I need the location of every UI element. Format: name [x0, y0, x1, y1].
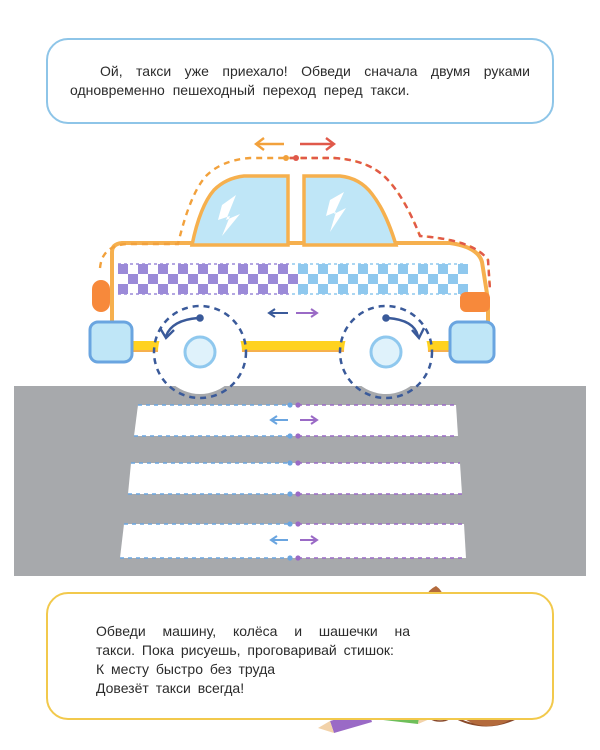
checker-square	[458, 264, 468, 274]
crosswalk-stripe	[120, 524, 466, 558]
checker-square	[318, 264, 328, 274]
bottom-instruction-line-2: такси. Пока рисуешь, проговаривай стишок:	[96, 642, 394, 658]
checker-square	[408, 274, 418, 284]
checker-square	[158, 264, 168, 274]
checker-square	[368, 274, 378, 284]
checker-square	[178, 284, 188, 294]
checker-square	[148, 274, 158, 284]
checker-square	[198, 264, 208, 274]
checker-square	[118, 284, 128, 294]
checker-square	[338, 284, 348, 294]
taxi-car	[90, 138, 494, 398]
checker-square	[378, 264, 388, 274]
rhyme-line-2: Довезёт такси всегда!	[96, 680, 245, 696]
checker-square	[138, 264, 148, 274]
right-window	[304, 176, 396, 245]
bottom-instruction-line-1: Обведи машину, колёса и шашечки на	[96, 623, 410, 639]
checker-square	[298, 264, 308, 274]
top-instruction-box	[46, 38, 554, 124]
checker-square	[418, 284, 428, 294]
crosswalk	[120, 402, 466, 560]
top-instruction-text: Ой, такси уже приехало! Обведи сначала двумя руками одновременно пешеходный переход перед такси.	[70, 63, 530, 98]
left-window	[192, 176, 288, 245]
checker-square	[208, 274, 218, 284]
checker-square	[378, 284, 388, 294]
checker-square	[218, 284, 228, 294]
checker-square	[398, 284, 408, 294]
checker-square	[258, 264, 268, 274]
checker-square	[358, 284, 368, 294]
checker-square	[168, 274, 178, 284]
checker-square	[238, 284, 248, 294]
crosswalk-stripe	[128, 463, 462, 494]
checker-square	[348, 274, 358, 284]
checker-square	[118, 264, 128, 274]
checker-square	[418, 264, 428, 274]
checker-square	[328, 274, 338, 284]
checker-square	[318, 284, 328, 294]
checker-square	[128, 274, 138, 284]
rear-bumper	[90, 322, 132, 362]
checker-square	[428, 274, 438, 284]
checker-square	[298, 284, 308, 294]
checker-square	[248, 274, 258, 284]
front-bumper	[450, 322, 494, 362]
checker-square	[228, 274, 238, 284]
checker-square	[338, 264, 348, 274]
checker-square	[308, 274, 318, 284]
checker-square	[448, 274, 458, 284]
checker-square	[138, 284, 148, 294]
checker-square	[438, 264, 448, 274]
checker-square	[438, 284, 448, 294]
checker-square	[178, 264, 188, 274]
checker-square	[288, 274, 298, 284]
checker-square	[268, 274, 278, 284]
checker-square	[388, 274, 398, 284]
checker-square	[198, 284, 208, 294]
rhyme-line-1: К месту быстро без труда	[96, 661, 276, 677]
checker-square	[358, 264, 368, 274]
crosswalk-stripe	[134, 405, 458, 436]
checker-square	[158, 284, 168, 294]
checker-square	[258, 284, 268, 294]
checker-square	[278, 264, 288, 274]
checker-square	[218, 264, 228, 274]
bottom-instruction-box	[46, 592, 554, 720]
rear-light	[92, 280, 110, 312]
checker-square	[278, 284, 288, 294]
checker-square	[188, 274, 198, 284]
checker-square	[238, 264, 248, 274]
front-light	[460, 292, 490, 312]
checker-square	[398, 264, 408, 274]
